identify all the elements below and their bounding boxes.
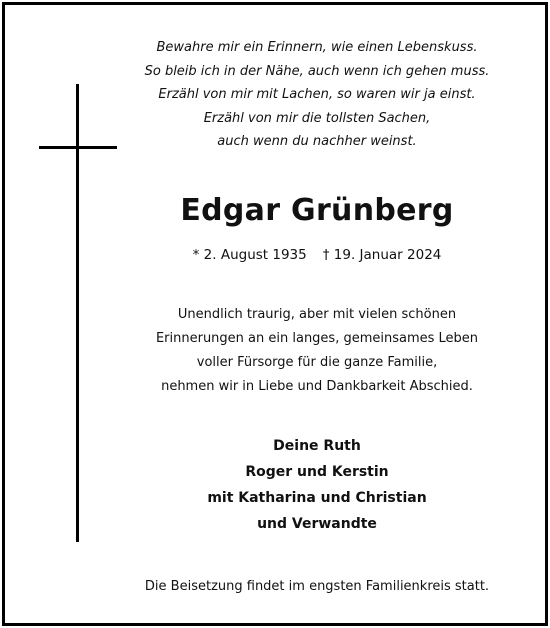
- mourners-list: [90, 433, 544, 537]
- poem-line: auch wenn du nachher weinst.: [217, 134, 417, 149]
- life-dates: [90, 245, 544, 265]
- mourner-line: und Verwandte: [257, 516, 377, 532]
- mourner-line: Roger und Kerstin: [245, 464, 389, 480]
- message-line: nehmen wir in Liebe und Dankbarkeit Abschied.: [161, 379, 473, 394]
- poem-line: Bewahre mir ein Erinnern, wie einen Lebenskuss.: [156, 40, 478, 55]
- poem-line: Erzähl von mir die tollsten Sachen,: [203, 110, 431, 126]
- poem-line: So bleib ich in der Nähe, auch wenn ich gehen muss.: [144, 63, 490, 79]
- poem: [90, 36, 544, 154]
- message-line: Unendlich traurig, aber mit vielen schönen: [177, 307, 457, 322]
- deceased-name: Edgar Grünberg: [180, 193, 454, 228]
- birth-date: * 2. August 1935: [192, 247, 307, 263]
- death-date: † 19. Januar 2024: [322, 247, 442, 263]
- message-line: voller Fürsorge für die ganze Familie,: [196, 355, 438, 370]
- mourner-line: mit Katharina und Christian: [207, 490, 427, 506]
- message-line: Erinnerungen an ein langes, gemeinsames Leben: [155, 331, 479, 346]
- farewell-message: [90, 303, 544, 399]
- poem-line: Erzähl von mir mit Lachen, so waren wir ja einst.: [158, 87, 476, 102]
- cross-icon-vertical: [76, 84, 79, 542]
- burial-note: Die Beisetzung findet im engsten Familienkreis statt.: [144, 579, 490, 594]
- mourner-line: Deine Ruth: [273, 438, 361, 454]
